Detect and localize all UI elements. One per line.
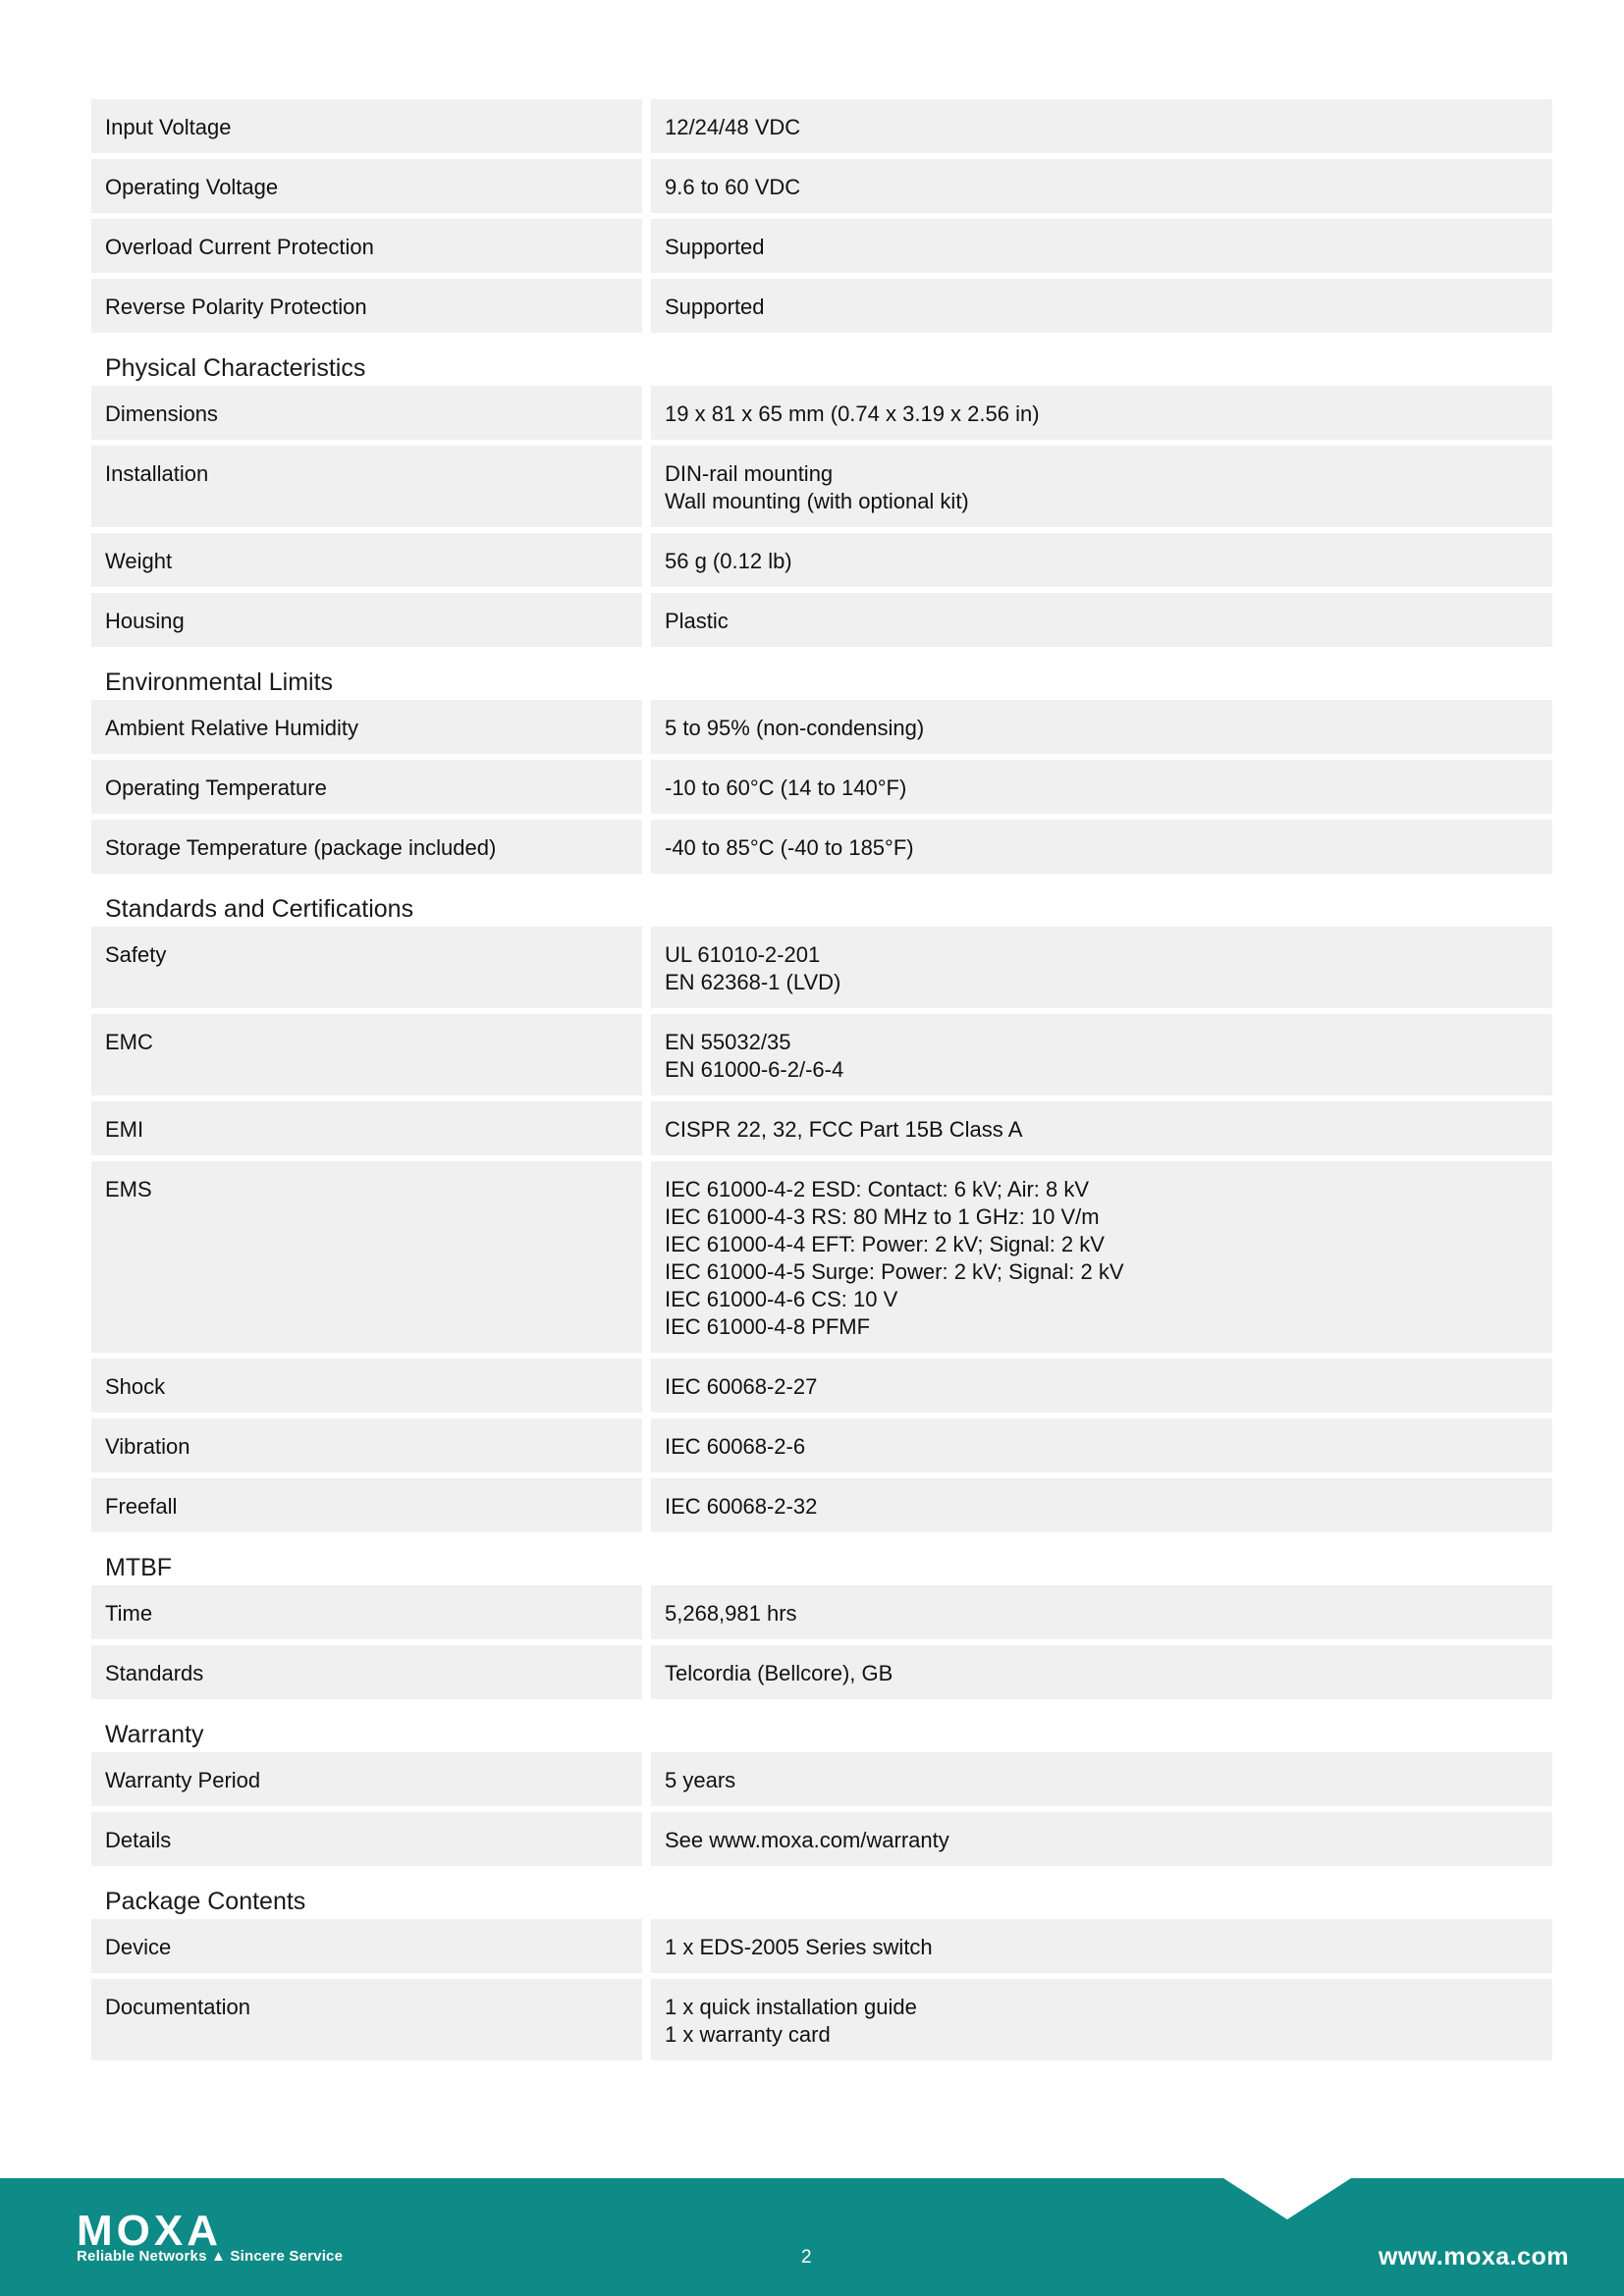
spec-row [91,1585,1552,1639]
spec-value-line: -10 to 60°C (14 to 140°F) [665,775,907,800]
spec-value [651,99,1552,153]
spec-value-line: IEC 61000-4-3 RS: 80 MHz to 1 GHz: 10 V/m [665,1204,1100,1229]
spec-value [651,1752,1552,1806]
spec-label: Freefall [91,1478,642,1532]
spec-label: Operating Voltage [91,159,642,213]
spec-value [651,219,1552,273]
spec-value-line: Supported [665,235,765,259]
page-number: 2 [801,2247,812,2268]
footer-notch-shape [1223,2178,1351,2219]
section-title: Standards and Certifications [105,895,414,923]
spec-value-line: 5 to 95% (non-condensing) [665,716,925,740]
spec-value [651,1919,1552,1973]
spec-label: Ambient Relative Humidity [91,700,642,754]
spec-label: Installation [91,446,642,527]
spec-value-line: IEC 61000-4-4 EFT: Power: 2 kV; Signal: 2 kV [665,1232,1105,1256]
spec-row [91,533,1552,587]
spec-value-line: IEC 60068-2-6 [665,1434,806,1459]
spec-label: Operating Temperature [91,760,642,814]
spec-row [91,1359,1552,1413]
spec-value-line: 19 x 81 x 65 mm (0.74 x 3.19 x 2.56 in) [665,401,1040,426]
spec-label: Weight [91,533,642,587]
spec-value-line: 5,268,981 hrs [665,1601,797,1626]
section-title: MTBF [105,1554,173,1581]
spec-row [91,1919,1552,1973]
spec-value-line: 1 x warranty card [665,2022,831,2047]
spec-row [91,279,1552,333]
spec-value-line: IEC 61000-4-2 ESD: Contact: 6 kV; Air: 8 kV [665,1177,1090,1201]
spec-label: Overload Current Protection [91,219,642,273]
spec-value-line: IEC 61000-4-8 PFMF [665,1314,871,1339]
section-title: Environmental Limits [105,668,334,696]
spec-value-line: See www.moxa.com/warranty [665,1828,949,1852]
spec-value-line: Telcordia (Bellcore), GB [665,1661,893,1685]
spec-label: Dimensions [91,386,642,440]
spec-label: Safety [91,927,642,1008]
spec-value-line: UL 61010-2-201 [665,942,821,967]
spec-value [651,760,1552,814]
spec-value-line: IEC 61000-4-6 CS: 10 V [665,1287,898,1311]
spec-value [651,159,1552,213]
spec-value-line: Supported [665,294,765,319]
spec-value [651,1645,1552,1699]
spec-value-line: EN 55032/35 [665,1030,791,1054]
spec-row [91,1161,1552,1353]
spec-value [651,386,1552,440]
spec-row [91,1812,1552,1866]
spec-row [91,386,1552,440]
spec-value [651,533,1552,587]
spec-row [91,1645,1552,1699]
footer-tagline: Reliable Networks ▲ Sincere Service [77,2248,344,2265]
spec-value [651,1101,1552,1155]
section-title: Package Contents [105,1888,306,1915]
spec-row [91,1101,1552,1155]
spec-row [91,1478,1552,1532]
spec-value-line: CISPR 22, 32, FCC Part 15B Class A [665,1117,1023,1142]
spec-value-line: EN 61000-6-2/-6-4 [665,1057,844,1082]
spec-label: Vibration [91,1418,642,1472]
section-title: Warranty [105,1721,204,1748]
spec-label: Shock [91,1359,642,1413]
spec-value-line: DIN-rail mounting [665,461,834,486]
spec-label: Documentation [91,1979,642,2060]
spec-value [651,1585,1552,1639]
page-footer [0,2178,1624,2296]
spec-value [651,279,1552,333]
spec-value [651,1418,1552,1472]
spec-label: Storage Temperature (package included) [91,820,642,874]
spec-value [651,927,1552,1008]
spec-label: Details [91,1812,642,1866]
spec-value-line: EN 62368-1 (LVD) [665,970,841,994]
spec-row [91,760,1552,814]
spec-value [651,593,1552,647]
spec-table [91,99,1552,2066]
logo-text: MOXA [77,2214,222,2247]
spec-row [91,1752,1552,1806]
spec-value-line: IEC 60068-2-32 [665,1494,818,1519]
spec-value-line: 1 x quick installation guide [665,1995,917,2019]
spec-value-line: 9.6 to 60 VDC [665,175,801,199]
spec-value-line: 12/24/48 VDC [665,115,801,139]
spec-row [91,820,1552,874]
spec-value [651,1812,1552,1866]
spec-value-line: 5 years [665,1768,736,1792]
spec-value-line: IEC 60068-2-27 [665,1374,818,1399]
spec-value [651,1359,1552,1413]
spec-label: Housing [91,593,642,647]
spec-value-line: Plastic [665,609,729,633]
spec-label: EMI [91,1101,642,1155]
spec-value [651,1014,1552,1095]
spec-label: EMC [91,1014,642,1095]
spec-label: EMS [91,1161,642,1353]
spec-value-line: Wall mounting (with optional kit) [665,489,969,513]
spec-label: Input Voltage [91,99,642,153]
spec-value-line: 1 x EDS-2005 Series switch [665,1935,933,1959]
spec-row [91,1979,1552,2060]
spec-value [651,1161,1552,1353]
spec-row [91,593,1552,647]
spec-row [91,700,1552,754]
spec-label: Device [91,1919,642,1973]
spec-value [651,446,1552,527]
website-link[interactable]: www.moxa.com [1378,2243,1569,2270]
spec-row [91,1014,1552,1095]
moxa-logo [77,2214,352,2247]
spec-value-line: -40 to 85°C (-40 to 185°F) [665,835,914,860]
spec-row [91,219,1552,273]
spec-value [651,1478,1552,1532]
spec-value-line: IEC 61000-4-5 Surge: Power: 2 kV; Signal: 2 kV [665,1259,1124,1284]
spec-row [91,159,1552,213]
spec-label: Warranty Period [91,1752,642,1806]
spec-value-line: 56 g (0.12 lb) [665,549,792,573]
spec-row [91,1418,1552,1472]
spec-row [91,99,1552,153]
spec-value [651,1979,1552,2060]
spec-value [651,700,1552,754]
spec-label: Reverse Polarity Protection [91,279,642,333]
spec-label: Standards [91,1645,642,1699]
spec-row [91,927,1552,1008]
spec-label: Time [91,1585,642,1639]
section-title: Physical Characteristics [105,354,366,382]
spec-value [651,820,1552,874]
spec-row [91,446,1552,527]
